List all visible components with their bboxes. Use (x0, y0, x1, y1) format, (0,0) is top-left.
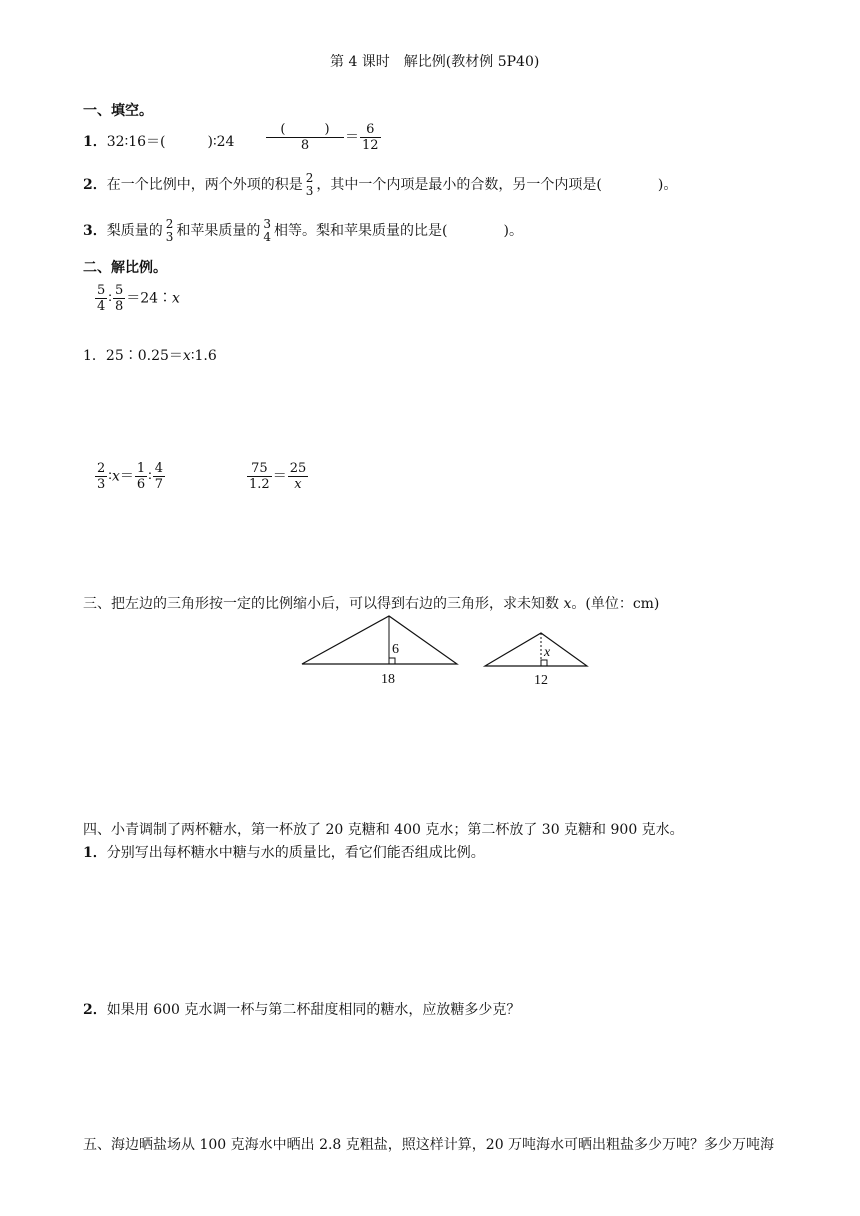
equals-sign: ＝ (345, 129, 359, 146)
question-number: 2． (83, 1002, 107, 1018)
fraction-denominator: 4 (97, 299, 106, 314)
question-text: 32∶16＝( )∶24 (106, 134, 235, 150)
unknown-x: x (182, 348, 191, 364)
question-text: 分别写出每杯糖水中糖与水的质量比，看它们能否组成比例。 (106, 845, 485, 861)
right-angle-mark (541, 660, 547, 666)
question-4-2 (83, 1000, 520, 1020)
question-4-1 (83, 843, 485, 863)
colon: ∶ (148, 468, 152, 485)
question-number: 1． (83, 845, 107, 861)
fraction-denominator: 12 (362, 138, 379, 153)
triangle-right-shape (485, 633, 587, 666)
section-4-text: 四、小青调制了两杯糖水，第一杯放了 20 克糖和 400 克水；第二杯放了 30 克糖和 900 克水。 (83, 822, 684, 838)
triangle-left-shape (302, 616, 457, 664)
fraction-denominator: 4 (263, 230, 272, 244)
fraction-denominator: 7 (154, 477, 164, 492)
question-text: 在一个比例中，两个外项的积是 (106, 177, 303, 193)
fraction-denominator: 8 (114, 299, 124, 314)
fraction-numerator: 75 (247, 461, 272, 477)
section-1-heading: 一、填空。 (83, 103, 153, 119)
triangle-left-height-label: 6 (392, 642, 399, 657)
question-number: 3． (83, 223, 107, 239)
fraction-numerator: 2 (305, 171, 314, 185)
question-text: 如果用 600 克水调一杯与第二杯甜度相同的糖水，应放糖多少克？ (106, 1002, 521, 1018)
triangle-left-base-label: 18 (381, 672, 395, 687)
page-title: 第 4 课时 解比例(教材例 5P40) (330, 54, 540, 70)
fraction-numerator: ( ) (266, 122, 344, 138)
fraction-numerator: 2 (165, 217, 174, 231)
fraction-numerator: 5 (114, 283, 124, 298)
equation-text: ∶1.6 (190, 348, 217, 364)
fraction-numerator: 6 (360, 122, 381, 138)
fraction-numerator: 5 (97, 283, 106, 298)
fraction-numerator: 4 (154, 461, 164, 476)
triangle-right (485, 633, 587, 688)
fraction-denominator: 3 (305, 184, 314, 198)
colon: ∶ (108, 290, 112, 307)
question-text: 。(单位：cm) (571, 596, 660, 612)
fraction-numerator: 25 (289, 461, 307, 476)
right-angle-mark (389, 658, 395, 664)
question-number: 1． (83, 134, 107, 150)
question-number: 2． (83, 177, 107, 193)
question-text: 相等。梨和苹果质量的比是( )。 (274, 223, 523, 239)
equals-sign: ＝ (119, 468, 134, 485)
equation-text: ＝24∶ (126, 290, 173, 307)
question-text: 和苹果质量的 (176, 223, 261, 239)
triangle-right-base-label: 12 (534, 673, 548, 688)
fraction-denominator: 1.2 (249, 477, 270, 492)
unknown-x: x (111, 468, 120, 485)
fraction-numerator: 2 (97, 461, 106, 476)
fraction-denominator: 6 (136, 477, 146, 492)
triangle-left (302, 616, 457, 687)
colon: ∶ (108, 468, 112, 485)
fraction-denominator: 8 (300, 138, 310, 153)
fraction-denominator: x (294, 477, 302, 492)
unknown-x: x (563, 596, 572, 612)
section-2-heading: 二、解比例。 (83, 260, 167, 276)
section-5-text: 五、海边晒盐场从 100 克海水中晒出 2.8 克粗盐，照这样计算，20 万吨海水可晒出粗盐多少万吨？多少万吨海 (83, 1137, 775, 1153)
equation-text: 25∶0.25＝ (105, 348, 183, 364)
fraction-denominator: 3 (165, 230, 174, 244)
question-text: 梨质量的 (106, 223, 163, 239)
question-text: 三、把左边的三角形按一定的比例缩小后，可以得到右边的三角形，求未知数 (83, 596, 564, 612)
unknown-x: x (172, 290, 180, 307)
triangle-right-height-label: x (544, 645, 551, 660)
question-number: 1． (83, 348, 106, 364)
fraction-numerator: 1 (136, 461, 146, 476)
question-text: ，其中一个内项是最小的合数，另一个内项是( )。 (316, 177, 678, 193)
fraction-numerator: 3 (263, 217, 272, 231)
fraction-denominator: 3 (97, 477, 106, 492)
equals-sign: ＝ (272, 468, 287, 485)
